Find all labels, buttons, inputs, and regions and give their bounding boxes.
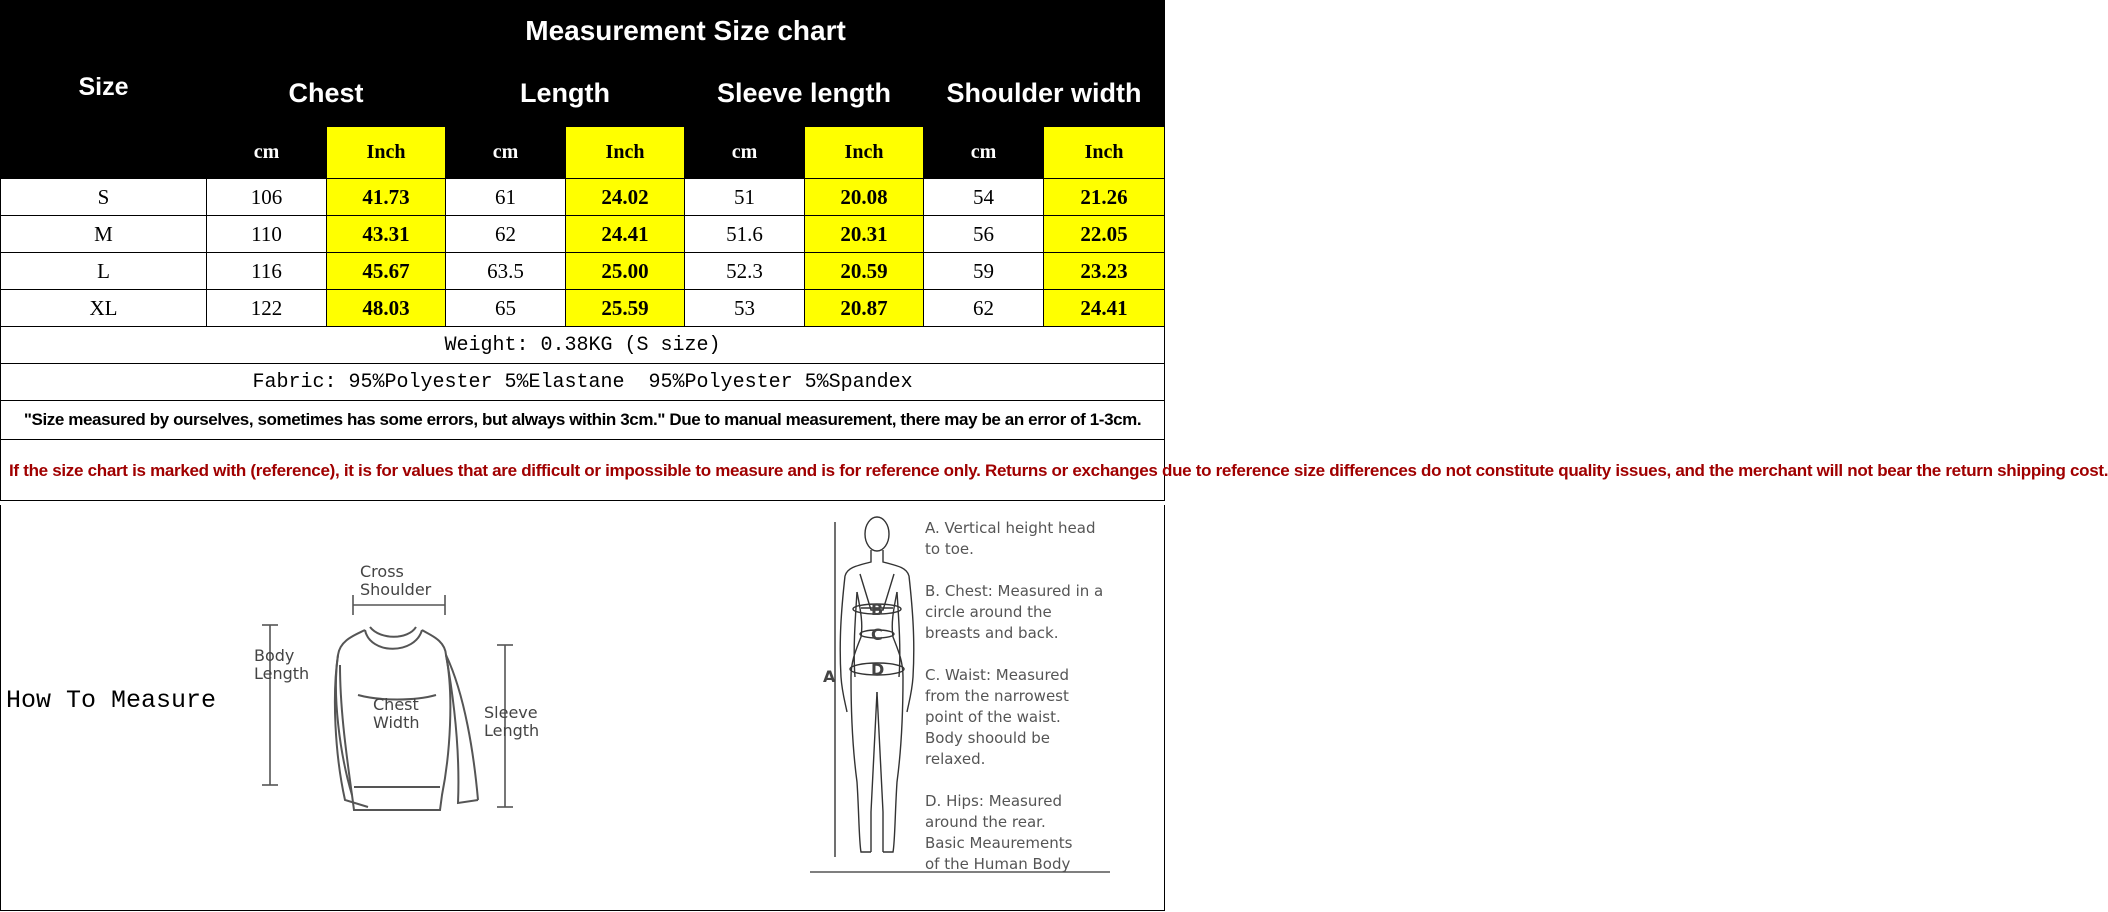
cell-inch: 20.59	[805, 253, 924, 290]
legend-item-d: D. Hips: Measured around the rear. Basic Meaurements of the Human Body	[925, 792, 1073, 873]
cell-inch: 41.73	[327, 179, 446, 216]
shirt-measure-diagram	[240, 555, 560, 820]
body-length-label-line1: Body	[254, 646, 295, 665]
measurement-note: "Size measured by ourselves, sometimes has some errors, but always within 3cm." Due to manual measurement, there may be an error of 1-3cm.	[1, 401, 1165, 440]
legend-item-a: A. Vertical height head to toe.	[925, 519, 1096, 558]
unit-inch: Inch	[566, 127, 685, 179]
size-row-s	[1, 179, 1165, 216]
cell-inch: 22.05	[1044, 216, 1165, 253]
cell-cm: 106	[207, 179, 327, 216]
cell-inch: 20.31	[805, 216, 924, 253]
cell-inch: 23.23	[1044, 253, 1165, 290]
unit-cm: cm	[446, 127, 566, 179]
measurement-legend	[925, 518, 1125, 896]
unit-inch: Inch	[805, 127, 924, 179]
unit-cm: cm	[207, 127, 327, 179]
sleeve-length-label-line1: Sleeve	[484, 703, 538, 722]
cell-inch: 25.00	[566, 253, 685, 290]
group-chest: Chest	[207, 61, 446, 127]
cell-inch: 24.41	[1044, 290, 1165, 327]
cell-cm: 51.6	[685, 216, 805, 253]
cell-cm: 63.5	[446, 253, 566, 290]
legend-item-c: C. Waist: Measured from the narrowest point of the waist. Body shoould be relaxed.	[925, 666, 1070, 768]
size-label: XL	[1, 290, 207, 327]
unit-inch: Inch	[1044, 127, 1165, 179]
cell-cm: 62	[446, 216, 566, 253]
size-label: M	[1, 216, 207, 253]
cell-inch: 20.87	[805, 290, 924, 327]
marker-c: C	[871, 625, 883, 644]
cell-cm: 62	[924, 290, 1044, 327]
reference-warning: If the size chart is marked with (reference), it is for values that are difficult or impossible to measure and is for reference only. Returns or exchanges due to reference size differences do not constitute quality issues, and the merchant will not bear the return shipping cost.	[1, 440, 1165, 501]
body-length-label-line2: Length	[254, 664, 310, 683]
cell-inch: 45.67	[327, 253, 446, 290]
cell-inch: 24.02	[566, 179, 685, 216]
chart-title: Measurement Size chart	[207, 1, 1165, 61]
legend-item-b: B. Chest: Measured in a circle around the breasts and back.	[925, 582, 1104, 642]
unit-cm: cm	[924, 127, 1044, 179]
cell-inch: 25.59	[566, 290, 685, 327]
cell-inch: 43.31	[327, 216, 446, 253]
cell-cm: 59	[924, 253, 1044, 290]
size-header: Size	[1, 1, 207, 179]
marker-d: D	[871, 660, 885, 679]
cell-cm: 116	[207, 253, 327, 290]
group-length: Length	[446, 61, 685, 127]
unit-inch: Inch	[327, 127, 446, 179]
group-shoulder-width: Shoulder width	[924, 61, 1165, 127]
cell-cm: 51	[685, 179, 805, 216]
cell-cm: 61	[446, 179, 566, 216]
chest-width-label-line1: Chest	[373, 695, 419, 714]
cross-shoulder-label-line2: Shoulder	[360, 580, 432, 599]
size-row-m	[1, 216, 1165, 253]
sleeve-length-label-line2: Length	[484, 721, 540, 740]
cross-shoulder-label-line1: Cross	[360, 562, 404, 581]
cell-cm: 122	[207, 290, 327, 327]
cell-inch: 20.08	[805, 179, 924, 216]
marker-b: B	[871, 600, 884, 619]
marker-a: A	[823, 667, 836, 686]
size-row-l	[1, 253, 1165, 290]
how-to-measure-label: How To Measure	[6, 686, 217, 715]
cell-inch: 24.41	[566, 216, 685, 253]
cell-cm: 110	[207, 216, 327, 253]
unit-cm: cm	[685, 127, 805, 179]
weight-info: Weight: 0.38KG (S size)	[1, 327, 1165, 364]
cell-cm: 54	[924, 179, 1044, 216]
cell-inch: 48.03	[327, 290, 446, 327]
cell-cm: 56	[924, 216, 1044, 253]
cell-cm: 53	[685, 290, 805, 327]
cell-cm: 65	[446, 290, 566, 327]
size-label: S	[1, 179, 207, 216]
chest-width-label-line2: Width	[373, 713, 420, 732]
size-row-xl	[1, 290, 1165, 327]
group-sleeve-length: Sleeve length	[685, 61, 924, 127]
size-label: L	[1, 253, 207, 290]
cell-cm: 52.3	[685, 253, 805, 290]
cell-inch: 21.26	[1044, 179, 1165, 216]
fabric-info: Fabric: 95%Polyester 5%Elastane 95%Polyester 5%Spandex	[1, 364, 1165, 401]
